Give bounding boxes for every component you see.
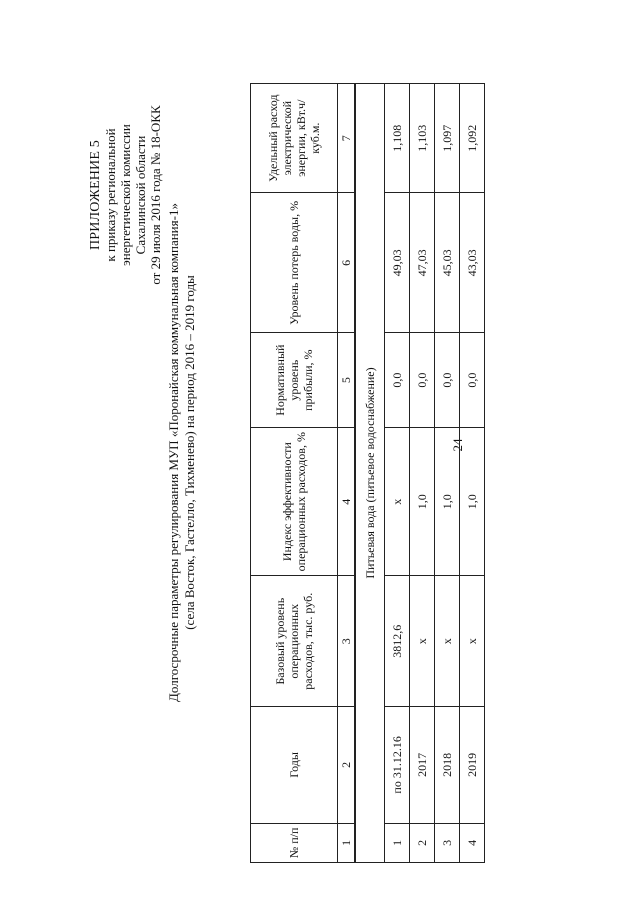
- column-number-cell: 1: [338, 823, 356, 862]
- cell-energy-consumption: 1,103: [410, 84, 435, 193]
- cell-year: по 31.12.16: [385, 707, 410, 824]
- section-row: [355, 84, 385, 863]
- cell-number: 3: [435, 823, 460, 862]
- header-cell-number: № п/п: [251, 823, 338, 862]
- column-number-cell: 3: [338, 576, 356, 707]
- appendix-line: от 29 июля 2016 года № 18-ОКК: [148, 105, 163, 285]
- header-cell-water-loss: Уровень потерь воды, %: [251, 193, 338, 333]
- heading-line: (села Восток, Гастелло, Тихменево) на период 2016 – 2019 годы: [182, 275, 197, 630]
- column-number-cell: 2: [338, 707, 356, 824]
- table-row: [385, 84, 410, 863]
- cell-efficiency-index: 1,0: [460, 427, 485, 576]
- cell-number: 2: [410, 823, 435, 862]
- cell-base-expenses: x: [410, 576, 435, 707]
- column-number-row: [338, 84, 356, 863]
- header-cell-base-expenses: Базовый уровень операционных расходов, тыс. руб.: [251, 576, 338, 707]
- header-cell-energy-consumption: Удельный расход электрической энергии, кВт.ч/куб.м.: [251, 84, 338, 193]
- cell-year: 2018: [435, 707, 460, 824]
- cell-water-loss: 45,03: [435, 193, 460, 333]
- cell-profit-level: 0,0: [385, 333, 410, 427]
- cell-efficiency-index: 1,0: [410, 427, 435, 576]
- header-row: [251, 84, 338, 863]
- appendix-line: Сахалинской области: [133, 135, 148, 255]
- table-row: [410, 84, 435, 863]
- header-cell-efficiency-index: Индекс эффективности операционных расходов, %: [251, 427, 338, 576]
- page-number: 24: [450, 438, 465, 452]
- column-number-cell: 6: [338, 193, 356, 333]
- cell-water-loss: 47,03: [410, 193, 435, 333]
- header-cell-years: Годы: [251, 707, 338, 824]
- cell-number: 4: [460, 823, 485, 862]
- appendix-title: ПРИЛОЖЕНИЕ 5: [88, 139, 103, 251]
- cell-profit-level: 0,0: [460, 333, 485, 427]
- cell-base-expenses: x: [435, 576, 460, 707]
- cell-water-loss: 49,03: [385, 193, 410, 333]
- cell-efficiency-index: 1,0: [435, 427, 460, 576]
- column-number-cell: 7: [338, 84, 356, 193]
- heading-line: Долгосрочные параметры регулирования МУП «Поронайская коммунальная компания-1»: [166, 203, 181, 702]
- column-number-cell: 4: [338, 427, 356, 576]
- cell-year: 2017: [410, 707, 435, 824]
- cell-energy-consumption: 1,108: [385, 84, 410, 193]
- parameters-table: [250, 83, 485, 863]
- cell-efficiency-index: x: [385, 427, 410, 576]
- section-title: Питьевая вода (питьевое водоснабжение): [355, 84, 385, 863]
- cell-base-expenses: 3812,6: [385, 576, 410, 707]
- cell-base-expenses: x: [460, 576, 485, 707]
- cell-profit-level: 0,0: [410, 333, 435, 427]
- header-cell-profit-level: Нормативный уровень прибыли, %: [251, 333, 338, 427]
- cell-year: 2019: [460, 707, 485, 824]
- cell-water-loss: 43,03: [460, 193, 485, 333]
- table-row: [460, 84, 485, 863]
- cell-profit-level: 0,0: [435, 333, 460, 427]
- cell-energy-consumption: 1,097: [435, 84, 460, 193]
- document-heading: [166, 170, 198, 735]
- cell-energy-consumption: 1,092: [460, 84, 485, 193]
- appendix-line: энергетической комиссии: [118, 124, 133, 266]
- cell-number: 1: [385, 823, 410, 862]
- appendix-block: [88, 45, 163, 345]
- appendix-line: к приказу региональной: [103, 128, 118, 262]
- table-row: [435, 84, 460, 863]
- column-number-cell: 5: [338, 333, 356, 427]
